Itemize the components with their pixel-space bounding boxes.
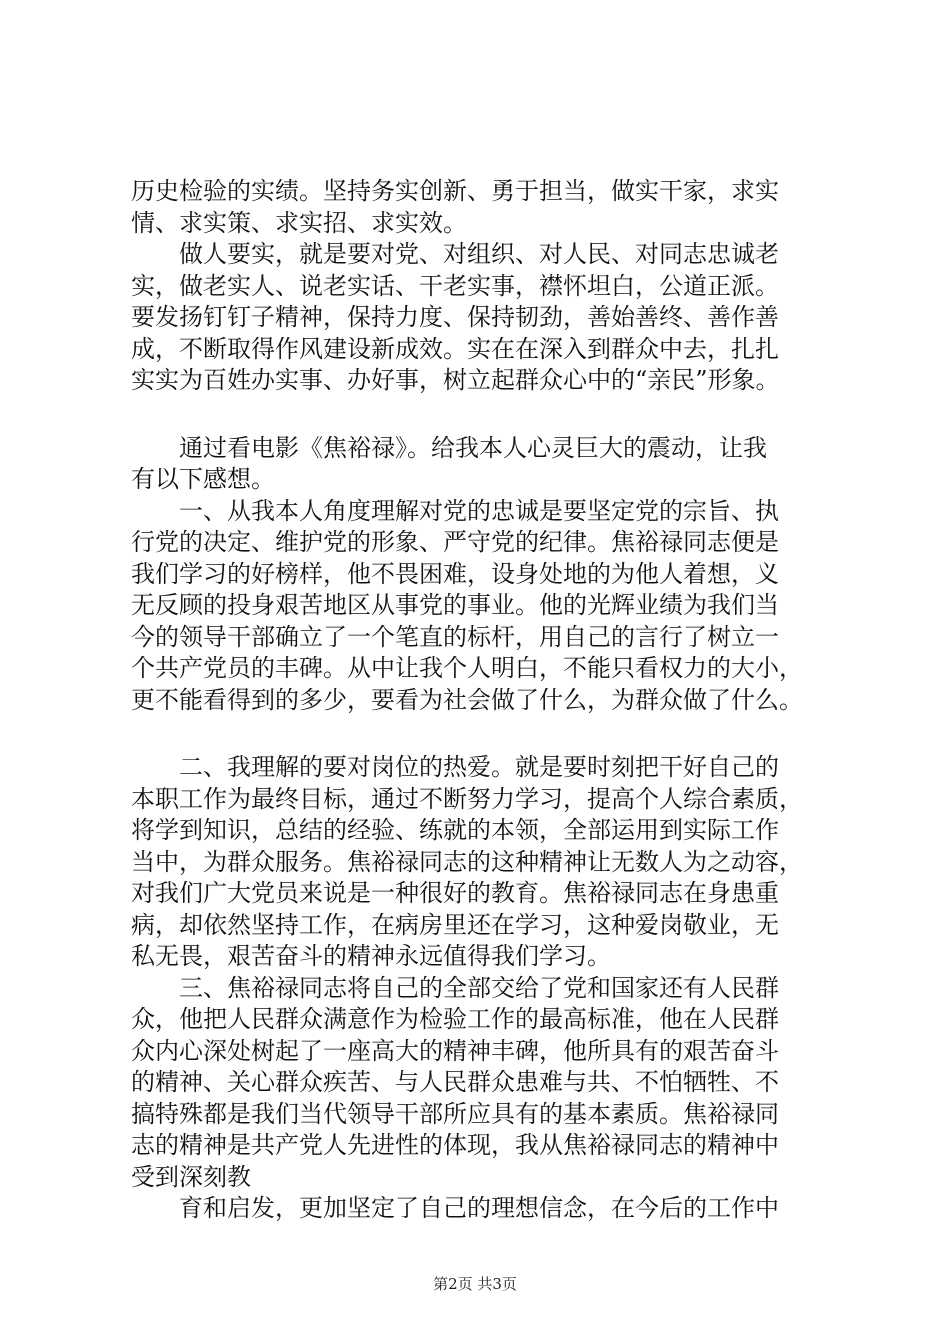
paragraph (131, 239, 831, 397)
paragraph-spacer (131, 716, 831, 752)
text-line: 的精神、关心群众疾苦、与人民群众患难与共、不怕牺牲、不 (131, 1068, 779, 1096)
text-line: 要发扬钉钉子精神，保持力度、保持韧劲，善始善终、善作善 (131, 303, 779, 331)
text-line: 私无畏，艰苦奋斗的精神永远值得我们学习。 (131, 942, 611, 970)
text-line: 二、我理解的要对岗位的热爱。就是要时刻把干好自己的 (131, 753, 779, 781)
text-line: 情、求实策、求实招、求实效。 (131, 208, 467, 237)
text-line: 我们学习的好榜样，他不畏困难，设身处地的为他人着想，义 (131, 559, 779, 588)
text-line: 个共产党员的丰碑。从中让我个人明白，不能只看权力的大小， (131, 654, 803, 682)
text-line: 受到深刻教 (131, 1162, 251, 1191)
paragraph-spacer (131, 397, 831, 433)
text-line: 实，做老实人、说老实话、干老实事，襟怀坦白，公道正派。 (131, 271, 779, 300)
paragraph (131, 1193, 831, 1225)
paragraph (131, 433, 831, 496)
paragraph (131, 752, 831, 973)
text-line: 行党的决定、维护党的形象、严守党的纪律。焦裕禄同志便是 (131, 528, 779, 556)
text-line: 众，他把人民群众满意作为检验工作的最高标准，他在人民群 (131, 1005, 779, 1033)
text-line: 当中，为群众服务。焦裕禄同志的这种精神让无数人为之动容， (131, 847, 803, 876)
text-line: 搞特殊都是我们当代领导干部所应具有的基本素质。焦裕禄同 (131, 1099, 779, 1128)
page-footer: 第2页 共3页 (433, 1275, 517, 1293)
text-line: 育和启发，更加坚定了自己的理想信念，在今后的工作中 (131, 1194, 779, 1222)
paragraph (131, 973, 831, 1194)
text-line: 对我们广大党员来说是一种很好的教育。焦裕禄同志在身患重 (131, 879, 779, 907)
text-line: 病，却依然坚持工作，在病房里还在学习，这种爱岗敬业，无 (131, 910, 779, 939)
text-line: 做人要实，就是要对党、对组织、对人民、对同志忠诚老 (131, 240, 779, 268)
document-body (131, 176, 831, 1225)
text-line: 将学到知识，总结的经验、练就的本领，全部运用到实际工作 (131, 816, 779, 844)
text-line: 今的领导干部确立了一个笔直的标杆，用自己的言行了树立一 (131, 622, 779, 651)
text-line: 志的精神是共产党人先进性的体现，我从焦裕禄同志的精神中 (131, 1131, 779, 1159)
text-line: 本职工作为最终目标，通过不断努力学习，提高个人综合素质， (131, 784, 803, 813)
paragraph (131, 496, 831, 717)
text-line: 成，不断取得作风建设新成效。实在在深入到群众中去，扎扎 (131, 334, 779, 363)
text-line: 无反顾的投身艰苦地区从事党的事业。他的光辉业绩为我们当 (131, 591, 779, 619)
text-line: 通过看电影《焦裕禄》。给我本人心灵巨大的震动，让我 (131, 433, 767, 462)
text-line: 历史检验的实绩。坚持务实创新、勇于担当，做实干家，求实 (131, 177, 779, 205)
text-line: 一、从我本人角度理解对党的忠诚是要坚定党的宗旨、执 (131, 496, 779, 525)
text-line: 更不能看得到的多少，要看为社会做了什么，为群众做了什么。 (131, 685, 803, 714)
text-line: 实实为百姓办实事、办好事，树立起群众心中的“亲民”形象。 (131, 366, 780, 394)
text-line: 众内心深处树起了一座高大的精神丰碑，他所具有的艰苦奋斗 (131, 1036, 779, 1065)
text-line: 三、焦裕禄同志将自己的全部交给了党和国家还有人民群 (131, 973, 779, 1002)
text-line: 有以下感想。 (131, 465, 275, 493)
paragraph (131, 176, 831, 239)
